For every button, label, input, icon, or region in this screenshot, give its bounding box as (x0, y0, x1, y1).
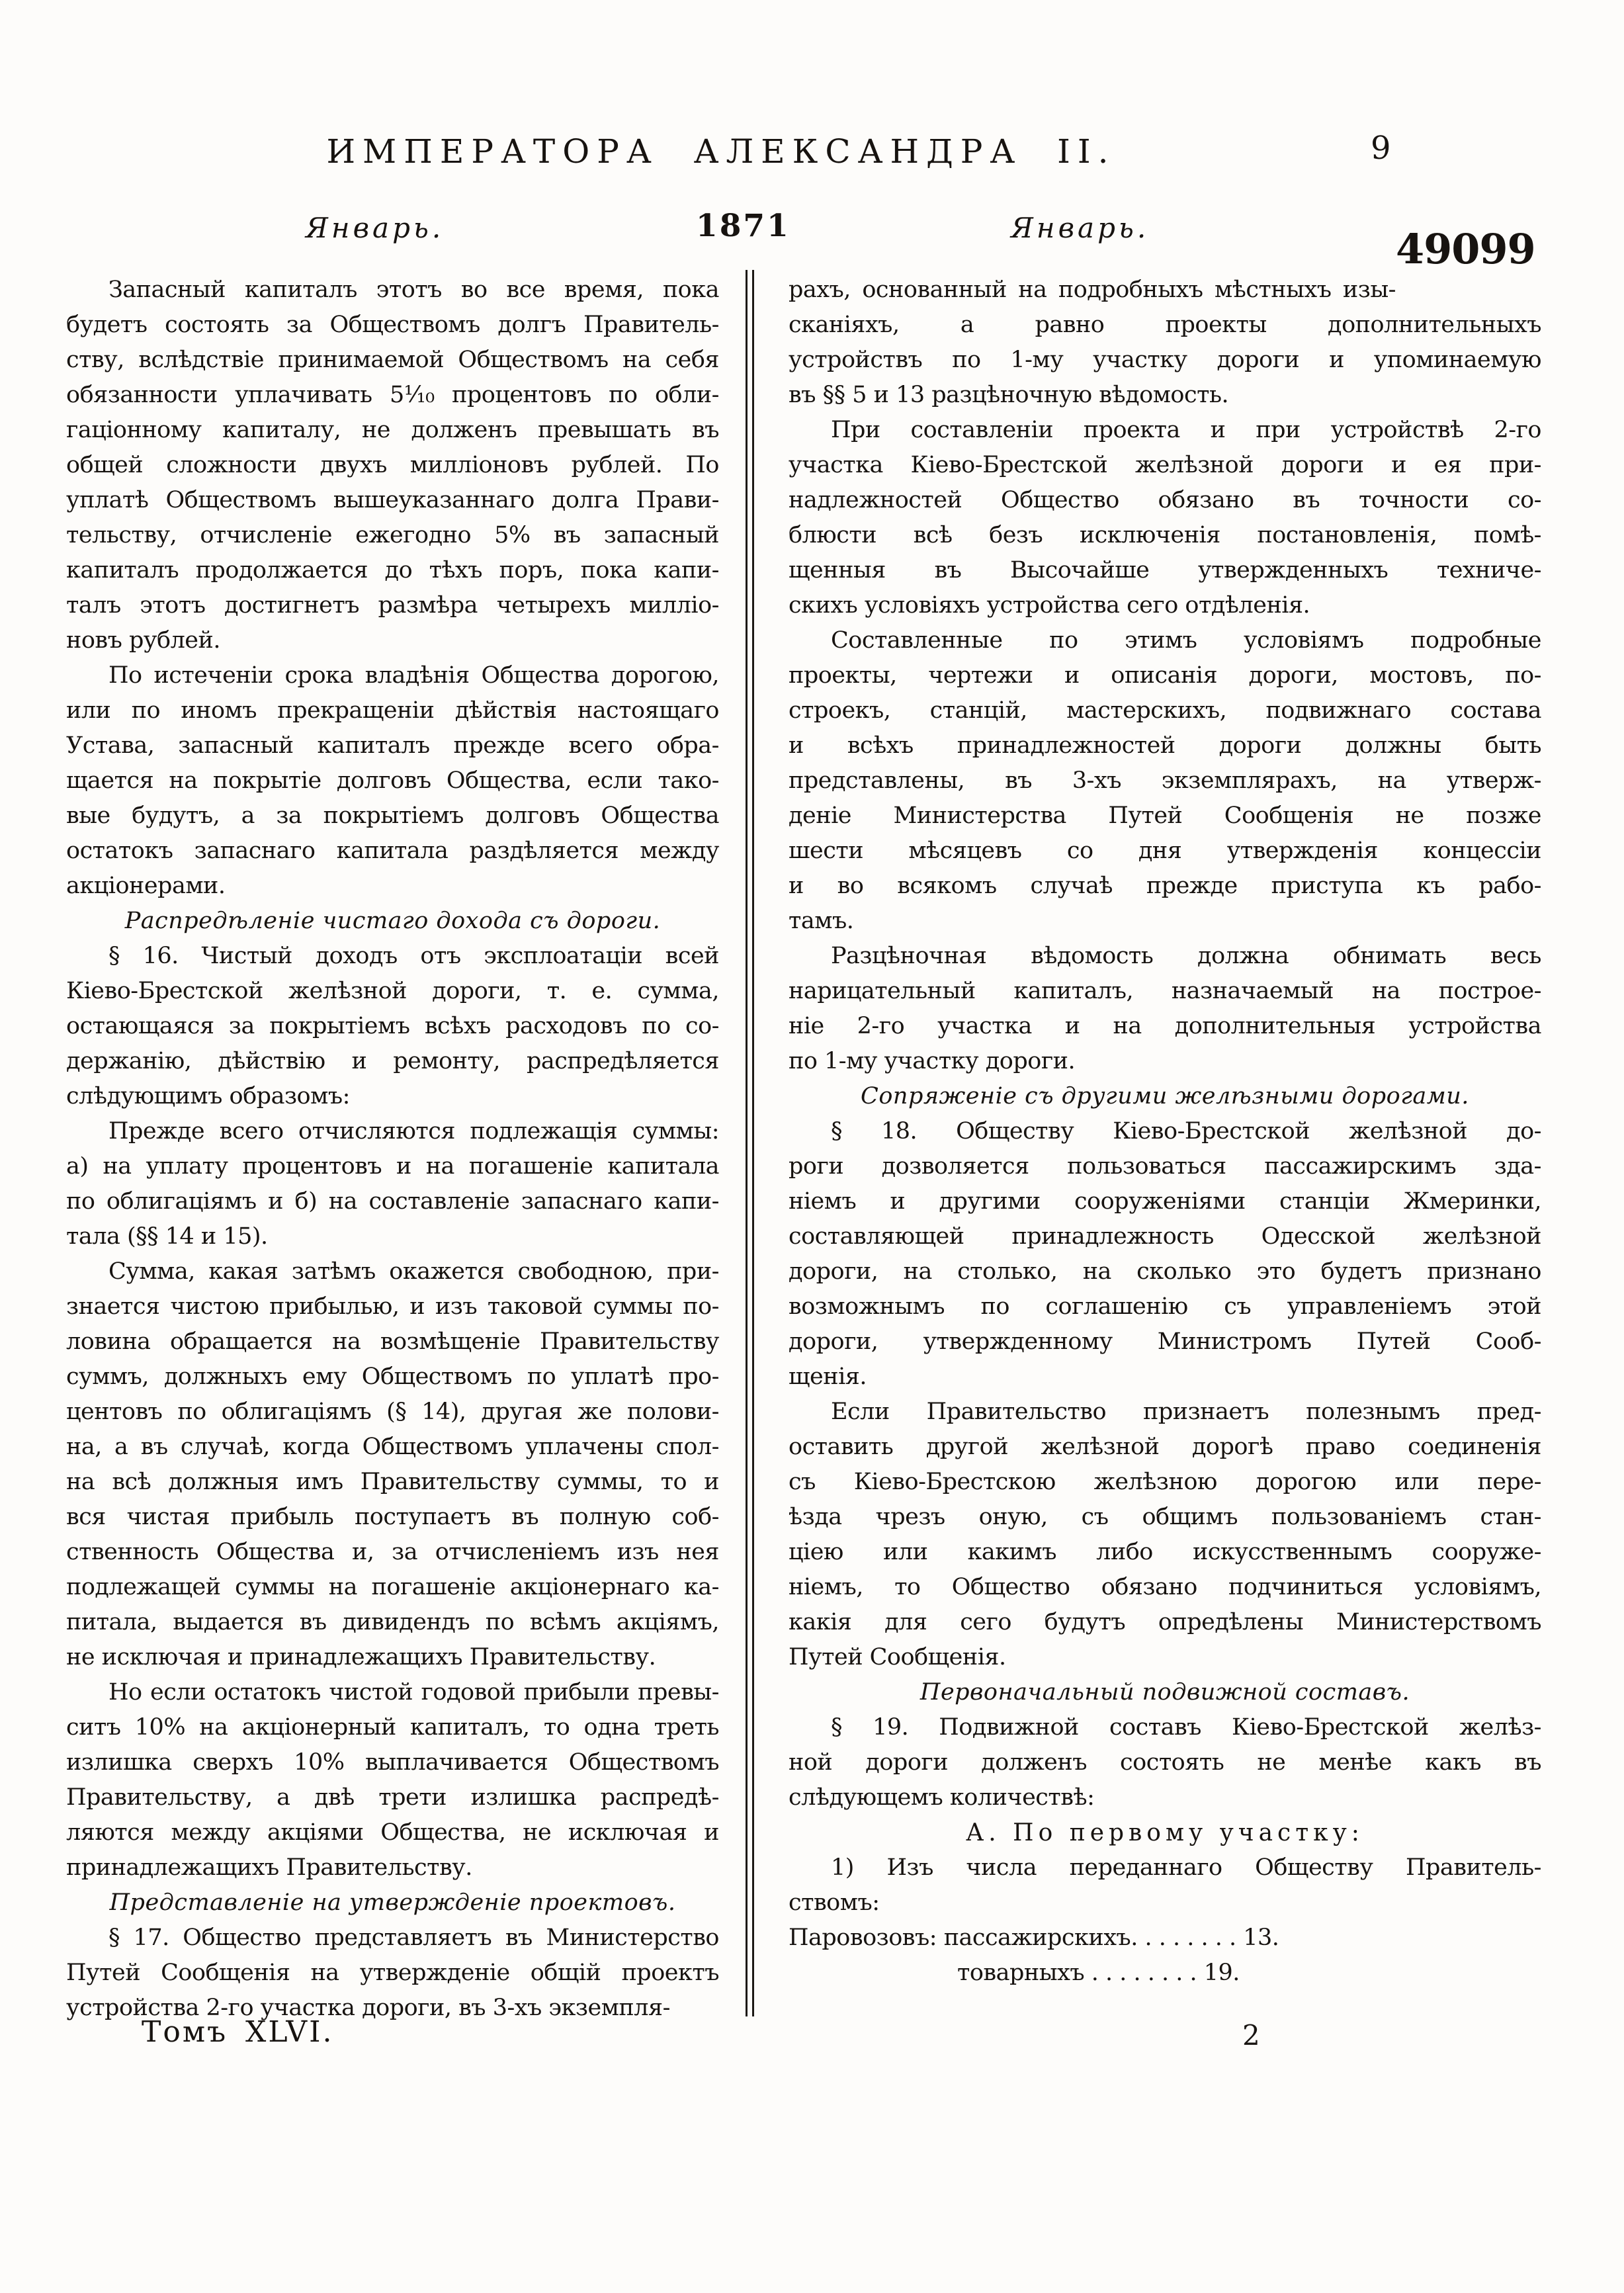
text-line: знается чистою прибылью, и изъ таковой суммы по- (66, 1293, 719, 1320)
volume-footer: Томъ XLVI. (142, 2015, 334, 2049)
text-line: какія для сего будутъ опредѣлены Министерствомъ (789, 1609, 1541, 1635)
text-line: на всѣ должныя имъ Правительству суммы, то и (66, 1469, 719, 1495)
text-line: участка Кіево-Брестской желѣзной дороги и ея при- (789, 452, 1541, 478)
text-line: дороги, утвержденному Министромъ Путей Сооб- (789, 1328, 1541, 1355)
text-line: Но если остатокъ чистой годовой прибыли превы- (108, 1679, 719, 1706)
text-line: общей сложности двухъ милліоновъ рублей. По (66, 452, 719, 478)
text-line: обязанности уплачивать 5¹⁄₁₀ процентовъ по обли- (66, 382, 719, 408)
paragraph (789, 273, 1541, 413)
text-line: уплатѣ Обществомъ вышеуказаннаго долга Прави- (66, 487, 719, 513)
text-line: Путей Сообщенія на утвержденіе общій проектъ (66, 1960, 719, 1986)
text-line: новъ рублей. (66, 627, 220, 654)
text-line: возможнымъ по соглашенію съ управленіемъ этой (789, 1293, 1541, 1320)
text-line: деніе Министерства Путей Сообщенія не позже (789, 802, 1541, 829)
leader-line: товарныхъ . . . . . . . . 19. (957, 1960, 1240, 1986)
paragraph (66, 1921, 719, 2026)
text-line: слѣдующимъ образомъ: (66, 1083, 350, 1109)
text-line: будетъ состоять за Обществомъ долгъ Правитель- (66, 312, 719, 338)
text-line: излишка сверхъ 10% выплачивается Обществомъ (66, 1749, 719, 1776)
text-line: § 19. Подвижной составъ Кіево-Брестской желѣз- (831, 1714, 1541, 1741)
text-line: Правительству, а двѣ трети излишка распредѣ- (66, 1784, 719, 1811)
paragraph (66, 939, 719, 1114)
page-title: ИМПЕРАТОРА АЛЕКСАНДРА II. (326, 132, 1116, 171)
column-divider-rule (746, 270, 754, 2016)
text-line: роги дозволяется пользоваться пассажирскимъ зда- (789, 1153, 1541, 1180)
paragraph (789, 1850, 1541, 1921)
text-line: щенныя въ Высочайше утвержденныхъ техниче- (789, 557, 1541, 584)
text-line: остатокъ запаснаго капитала раздѣляется между (66, 838, 719, 864)
text-line: § 16. Чистый доходъ отъ эксплоатаціи всей (108, 943, 719, 969)
text-line: подлежащей суммы на погашеніе акціонернаго ка- (66, 1574, 719, 1600)
text-line: въ §§ 5 и 13 разцѣночную вѣдомость. (789, 382, 1229, 408)
text-line: гаціонному капиталу, не долженъ превышать въ (66, 417, 719, 443)
text-line: скихъ условіяхъ устройства сего отдѣленія. (789, 592, 1310, 619)
text-line: по облигаціямъ и б) на составленіе запаснаго капи- (66, 1188, 719, 1215)
paragraph (789, 1395, 1541, 1675)
text-line: ціею или какимъ либо искусственнымъ сооруже- (789, 1539, 1541, 1565)
signature-mark: 2 (1242, 2019, 1260, 2052)
section-heading: Первоначальный подвижной составъ. (919, 1679, 1410, 1706)
paragraph (789, 939, 1541, 1079)
text-line: вые будутъ, а за покрытіемъ долговъ Общества (66, 802, 719, 829)
text-line: шести мѣсяцевъ со дня утвержденія концессіи (789, 838, 1541, 864)
text-line: ственность Общества и, за отчисленіемъ изъ нея (66, 1539, 719, 1565)
page-number: 9 (1371, 130, 1391, 167)
text-line: талъ этотъ достигнетъ размѣра четырехъ милліо- (66, 592, 719, 619)
text-line: надлежностей Общество обязано въ точности со- (789, 487, 1541, 513)
text-line: При составленіи проекта и при устройствѣ 2-го (831, 417, 1541, 443)
text-line: слѣдующемъ количествѣ: (789, 1784, 1095, 1811)
dateline-month-left: Январь. (306, 212, 445, 244)
text-line: § 18. Обществу Кіево-Брестской желѣзной до- (831, 1118, 1541, 1145)
paragraph (789, 413, 1541, 623)
text-line: Если Правительство признаетъ полезнымъ пред- (831, 1399, 1541, 1425)
section-heading: Представленіе на утвержденіе проектовъ. (109, 1889, 676, 1916)
text-line: ляются между акціями Общества, не исключая и (66, 1819, 719, 1846)
text-line: съ Кіево-Брестскою желѣзною дорогою или пере- (789, 1469, 1541, 1495)
text-line: По истеченіи срока владѣнія Общества дорогою, (108, 662, 719, 689)
text-line: 1) Изъ числа переданнаго Обществу Правитель- (831, 1854, 1541, 1881)
text-line: Кіево-Брестской желѣзной дороги, т. е. сумма, (66, 978, 719, 1004)
text-line: центовъ по облигаціямъ (§ 14), другая же полови- (66, 1399, 719, 1425)
text-line: щается на покрытіе долговъ Общества, если тако- (66, 767, 719, 794)
text-line: Составленные по этимъ условіямъ подробные (831, 627, 1541, 654)
text-column-left (66, 273, 719, 2026)
paragraph (789, 1710, 1541, 1815)
text-line: ніе 2-го участка и на дополнительныя устройства (789, 1013, 1541, 1039)
text-line: проекты, чертежи и описанія дороги, мостовъ, по- (789, 662, 1541, 689)
text-line: ситъ 10% на акціонерный капиталъ, то одна треть (66, 1714, 719, 1741)
text-line: Сумма, какая затѣмъ окажется свободною, при- (108, 1258, 719, 1285)
subsection-heading: А. По первому участку: (966, 1819, 1364, 1846)
text-line: ству, вслѣдствіе принимаемой Обществомъ на себя (66, 347, 719, 373)
text-line: вся чистая прибыль поступаетъ въ полную соб- (66, 1504, 719, 1530)
paragraph (66, 1675, 719, 1885)
paragraph (66, 273, 719, 658)
text-line: представлены, въ 3-хъ экземплярахъ, на утверж- (789, 767, 1541, 794)
text-line: щенія. (789, 1363, 867, 1390)
text-line: Путей Сообщенія. (789, 1644, 1006, 1670)
text-line: и всѣхъ принадлежностей дороги должны быть (789, 732, 1541, 759)
paragraph (66, 1114, 719, 1254)
text-line: тамъ. (789, 908, 854, 934)
text-line: дороги, на столько, на сколько это будетъ признано (789, 1258, 1541, 1285)
text-line: ніемъ и другими сооруженіями станціи Жмеринки, (789, 1188, 1541, 1215)
text-line: Разцѣночная вѣдомость должна обнимать весь (831, 943, 1541, 969)
text-column-right (789, 273, 1541, 1991)
text-line: § 17. Общество представляетъ въ Министерство (108, 1925, 719, 1951)
paragraph (789, 623, 1541, 939)
text-line: устройства 2-го участка дороги, въ 3-хъ экземпля- (66, 1995, 670, 2021)
text-line: тала (§§ 14 и 15). (66, 1223, 268, 1250)
dateline-year: 1871 (696, 208, 791, 244)
text-line: ствомъ: (789, 1889, 880, 1916)
text-line: ніемъ, то Общество обязано подчиниться условіямъ, (789, 1574, 1541, 1600)
text-line: ѣзда чрезъ оную, съ общимъ пользованіемъ стан- (789, 1504, 1541, 1530)
text-line: нарицательный капиталъ, назначаемый на построе- (789, 978, 1541, 1004)
paragraph (66, 1254, 719, 1675)
text-line: или по иномъ прекращеніи дѣйствія настоящаго (66, 697, 719, 724)
text-line: ной дороги долженъ состоять не менѣе какъ въ (789, 1749, 1541, 1776)
section-heading: Сопряженіе съ другими желѣзными дорогами. (861, 1083, 1469, 1109)
text-line: держанію, дѣйствію и ремонту, распредѣляется (66, 1048, 719, 1074)
text-line: остающаяся за покрытіемъ всѣхъ расходовъ по со- (66, 1013, 719, 1039)
text-line: составляющей принадлежность Одесской желѣзной (789, 1223, 1541, 1250)
act-number-stamp: 49099 (1396, 225, 1535, 273)
leader-line: Паровозовъ: пассажирскихъ. . . . . . . . 13. (789, 1925, 1279, 1951)
text-line: по 1-му участку дороги. (789, 1048, 1076, 1074)
text-line: строекъ, станцій, мастерскихъ, подвижнаго состава (789, 697, 1541, 724)
text-line: Прежде всего отчисляются подлежащія суммы: (108, 1118, 719, 1145)
dateline-month-right: Январь. (1011, 212, 1150, 244)
text-line: капиталъ продолжается до тѣхъ поръ, пока капи- (66, 557, 719, 584)
text-line: питала, выдается въ дивидендъ по всѣмъ акціямъ, (66, 1609, 719, 1635)
paragraph (789, 1114, 1541, 1395)
text-line: и во всякомъ случаѣ прежде приступа къ рабо- (789, 873, 1541, 899)
paragraph (66, 658, 719, 904)
text-line: блюсти всѣ безъ исключенія постановленія, помѣ- (789, 522, 1541, 548)
section-heading: Распредѣленіе чистаго дохода съ дороги. (124, 908, 661, 934)
text-line: суммъ, должныхъ ему Обществомъ по уплатѣ про- (66, 1363, 719, 1390)
text-line: оставить другой желѣзной дорогѣ право соединенія (789, 1434, 1541, 1460)
text-line: а) на уплату процентовъ и на погашеніе капитала (66, 1153, 719, 1180)
text-line: на, а въ случаѣ, когда Обществомъ уплачены спол- (66, 1434, 719, 1460)
text-line: устройствъ по 1-му участку дороги и упоминаемую (789, 347, 1541, 373)
text-line: принадлежащихъ Правительству. (66, 1854, 472, 1881)
text-line: сканіяхъ, а равно проекты дополнительныхъ (789, 312, 1541, 338)
text-line: ловина обращается на возмѣщеніе Правительству (66, 1328, 719, 1355)
text-line: акціонерами. (66, 873, 226, 899)
text-line: Устава, запасный капиталъ прежде всего обра- (66, 732, 719, 759)
text-line: тельству, отчисленіе ежегодно 5% въ запасный (66, 522, 719, 548)
text-line: Запасный капиталъ этотъ во все время, пока (108, 277, 719, 303)
text-line: рахъ, основанный на подробныхъ мѣстныхъ изы- (789, 277, 1396, 303)
text-line: не исключая и принадлежащихъ Правительству. (66, 1644, 656, 1670)
